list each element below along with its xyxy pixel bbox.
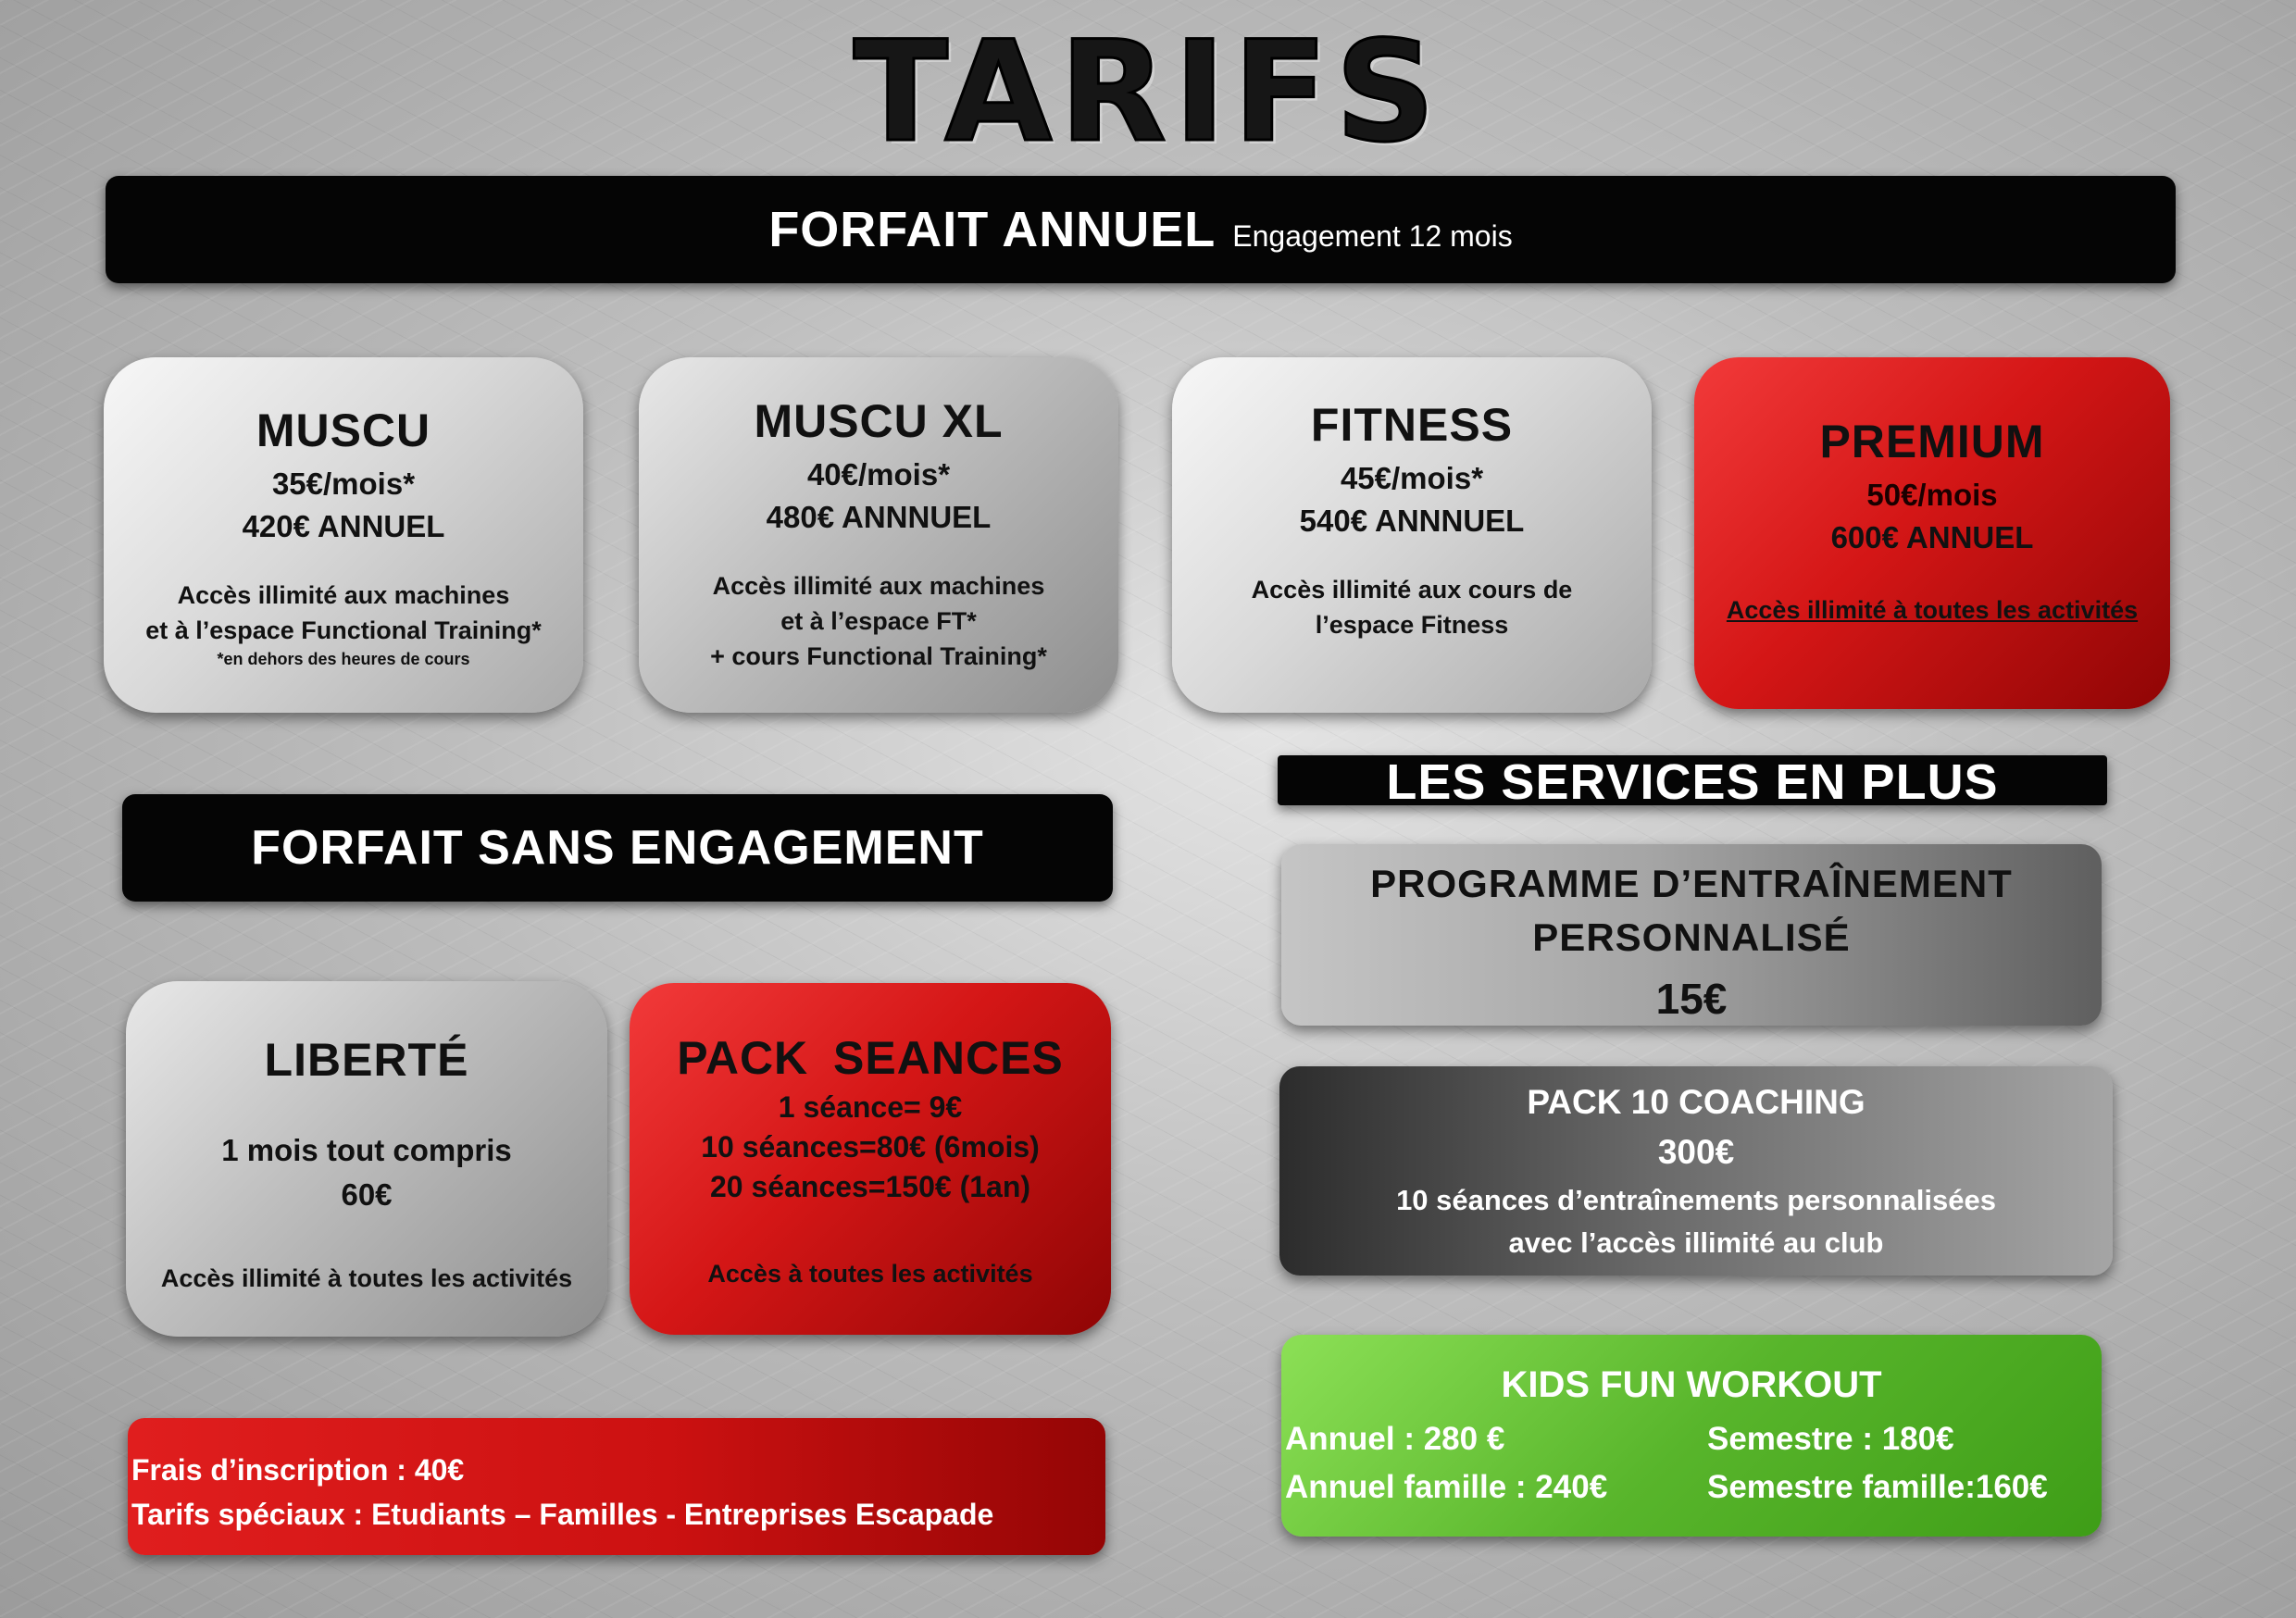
no-commitment-header-bar <box>122 794 1113 902</box>
plan-desc-line: Accès illimité aux machines <box>177 581 510 609</box>
plan-monthly-price: 50€/mois <box>1866 478 1998 512</box>
plan-monthly-price: 45€/mois* <box>1340 461 1484 495</box>
plan-desc-line: et à l’espace Functional Training* <box>145 616 542 644</box>
registration-fee: Frais d’inscription : 40€ <box>131 1453 465 1487</box>
plan-description <box>1252 572 1573 642</box>
pack-price-line: 1 séance= 9€ <box>778 1090 963 1124</box>
plan-description: Accès illimité à toutes les activités <box>1726 596 2139 624</box>
kids-annual-family-price: Annuel famille : 240€ <box>1285 1469 1608 1505</box>
plan-name: LIBERTÉ <box>264 1034 469 1086</box>
plan-yearly-price: 540€ ANNNUEL <box>1299 504 1525 538</box>
service-title: PACK 10 COACHING <box>1527 1083 1866 1121</box>
service-price: 15€ <box>1655 975 1728 1023</box>
plan-card-liberte[interactable] <box>126 981 607 1337</box>
service-desc-line: 10 séances d’entraînements personnalisées <box>1396 1184 1996 1216</box>
kids-annual-price: Annuel : 280 € <box>1285 1421 1505 1457</box>
plan-yearly-price: 480€ ANNNUEL <box>766 500 992 534</box>
pack-price-line: 10 séances=80€ (6mois) <box>701 1130 1040 1164</box>
plan-card-pack-seances[interactable] <box>630 983 1111 1335</box>
plan-monthly-price: 40€/mois* <box>806 457 951 492</box>
service-description <box>1396 1179 1996 1264</box>
plan-name: MUSCU <box>256 404 431 456</box>
page-title: TARIFS <box>853 12 1443 173</box>
plan-desc-line: + cours Functional Training* <box>710 642 1047 670</box>
annual-heading: FORFAIT ANNUEL <box>768 202 1217 257</box>
service-card-program[interactable] <box>1281 844 2102 1026</box>
service-title-line: PERSONNALISÉ <box>1532 915 1851 959</box>
no-commitment-heading: FORFAIT SANS ENGAGEMENT <box>251 821 984 875</box>
plan-desc-line: Accès illimité aux machines <box>712 572 1045 600</box>
plan-card-muscu-xl[interactable] <box>639 357 1118 713</box>
plan-description: Accès illimité à toutes les activités <box>160 1264 573 1292</box>
service-desc-line: avec l’accès illimité au club <box>1508 1226 1884 1259</box>
plan-description <box>145 578 542 648</box>
service-price: 300€ <box>1657 1133 1735 1171</box>
service-card-coaching[interactable] <box>1279 1066 2113 1276</box>
plan-detail: 1 mois tout compris <box>221 1133 512 1167</box>
plan-description <box>710 568 1047 674</box>
kids-semester-family-price: Semestre famille:160€ <box>1707 1469 2048 1505</box>
plan-name: FITNESS <box>1310 399 1514 451</box>
plan-footnote: *en dehors des heures de cours <box>217 650 470 668</box>
plan-name: PREMIUM <box>1819 416 2045 467</box>
plan-yearly-price: 420€ ANNUEL <box>242 509 445 543</box>
plan-desc-line: l’espace Fitness <box>1315 611 1509 639</box>
plan-desc-line: Accès illimité aux cours de <box>1251 576 1573 604</box>
plan-card-muscu[interactable] <box>104 357 583 713</box>
plan-name: MUSCU XL <box>754 395 1004 447</box>
plan-name: PACK SEANCES <box>677 1032 1064 1084</box>
special-rates: Tarifs spéciaux : Etudiants – Familles - Entreprises Escapade <box>131 1498 994 1531</box>
service-title-line: PROGRAMME D’ENTRAÎNEMENT <box>1370 862 2013 905</box>
service-title: KIDS FUN WORKOUT <box>1501 1364 1882 1405</box>
plan-card-fitness[interactable] <box>1172 357 1652 713</box>
services-heading: LES SERVICES EN PLUS <box>1386 754 1999 810</box>
kids-price-grid <box>1281 1415 2102 1512</box>
annual-header-bar <box>106 176 2176 283</box>
pack-price-line: 20 séances=150€ (1an) <box>709 1170 1031 1203</box>
kids-semester-price: Semestre : 180€ <box>1707 1421 1954 1457</box>
annual-engagement: Engagement 12 mois <box>1232 218 1513 253</box>
plan-yearly-price: 600€ ANNUEL <box>1830 520 2034 554</box>
plan-description: Accès à toutes les activités <box>707 1260 1033 1288</box>
plan-price: 60€ <box>341 1177 393 1212</box>
plan-desc-line: et à l’espace FT* <box>780 607 977 635</box>
registration-info-box <box>128 1418 1105 1555</box>
services-header-bar <box>1278 754 2107 810</box>
service-card-kids[interactable] <box>1281 1335 2102 1537</box>
plan-monthly-price: 35€/mois* <box>271 467 416 501</box>
plan-card-premium[interactable] <box>1694 357 2170 709</box>
